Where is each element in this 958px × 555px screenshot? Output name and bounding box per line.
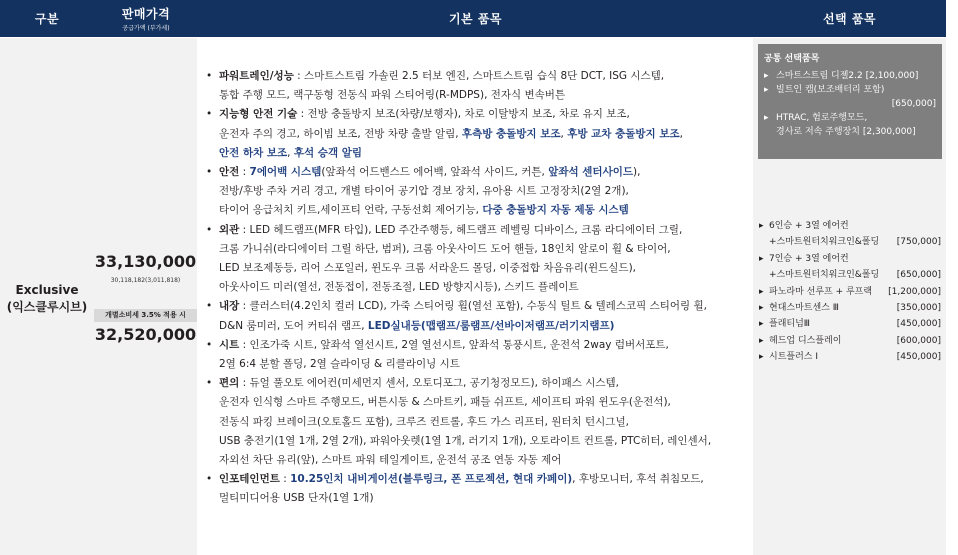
- feature-highlight: 다중 충돌방지 자동 제동 시스템: [482, 204, 629, 217]
- option-price: [450,000]: [896, 352, 941, 363]
- common-option-price: [650,000]: [891, 99, 936, 109]
- option-item: [759, 251, 941, 267]
- header-option: [753, 0, 946, 37]
- feature-text: ,: [560, 127, 568, 140]
- option-item: [759, 316, 941, 332]
- trim-name: [0, 282, 94, 316]
- feature-text: 멀티미디어용 USB 단자(1열 1개): [219, 492, 374, 505]
- tax-label: 개별소비세 3.5% 적용 시: [94, 309, 197, 322]
- arrow-icon: ▸: [759, 253, 764, 264]
- option-name: [759, 349, 897, 365]
- feature-text: : 스마트스트림 가솔린 2.5 터보 엔진, 스마트스트림 습식 8단 DCT, ISG 시스템,: [293, 70, 665, 82]
- feature-text: : 듀얼 풀오토 에어컨(미세먼지 센서, 오토디포그, 공기청정모드), 하이패스 시스템,: [239, 377, 619, 390]
- feature-text: , 후방모니터, 후석 취침모드,: [572, 473, 704, 486]
- price-main: 33,130,000: [94, 252, 197, 271]
- arrow-icon: ▸: [759, 221, 764, 231]
- option-price: [1,200,000]: [888, 286, 941, 297]
- option-name-text: 6인승 + 3열 에어컨: [769, 221, 849, 231]
- common-option-price: [2,300,000]: [862, 127, 916, 137]
- feature-label: 외관: [219, 223, 240, 236]
- header-trim-label: 구분: [34, 12, 60, 26]
- feature-highlight: 앞좌석 센터사이드: [548, 166, 634, 179]
- option-name-text: 시트플러스 Ⅰ: [769, 352, 818, 363]
- table-header: [0, 0, 946, 37]
- header-price-label: 판매가격: [121, 7, 171, 21]
- feature-label: 인포테인먼트: [219, 473, 280, 486]
- feature-text: :: [279, 473, 291, 486]
- feature-item: [204, 374, 749, 470]
- common-option-name: ▸ 빌트인 캠(보조배터리 포함): [764, 83, 936, 97]
- header-option-label: 선택 품목: [822, 12, 877, 26]
- option-price: [450,000]: [896, 319, 941, 330]
- option-price: [750,000]: [896, 237, 941, 248]
- header-price: [94, 0, 198, 37]
- option-item: [759, 333, 941, 349]
- option-item: [759, 349, 941, 365]
- feature-text: : 인조가죽 시트, 앞좌석 열선시트, 2열 열선시트, 앞좌석 통풍시트, 운전석 2way 럼버서포트,: [239, 338, 669, 351]
- feature-text: D&N 룸미러, 도어 커티쉬 램프,: [219, 319, 368, 332]
- common-options-title: 공통 선택품목: [764, 54, 820, 64]
- feature-text: 통합 주행 모드, 랙구동형 전동식 파워 스티어링(R-MDPS), 전자식 변속버튼: [219, 89, 566, 102]
- common-option-price: [2,100,000]: [865, 71, 919, 81]
- feature-text: 2열 6:4 분할 폴딩, 2열 슬라이딩 & 리클라이닝 시트: [219, 358, 460, 371]
- option-name-text: 헤드업 디스플레이: [769, 335, 842, 346]
- arrow-icon: ▸: [759, 303, 764, 314]
- option-name: [759, 333, 897, 349]
- arrow-icon: ▸: [759, 352, 764, 363]
- common-option-name: ▸ 스마트스트림 디젤2.2 [2,100,000]: [764, 69, 936, 83]
- feature-text: : 클러스터(4.2인치 컬러 LCD), 가죽 스티어링 휠(열선 포함), 수동식 틸트 & 텔레스코픽 스티어링 휠,: [239, 300, 707, 313]
- feature-highlight: 후측방 충돌방지 보조: [461, 127, 561, 140]
- feature-item: [204, 297, 749, 335]
- feature-item: [204, 336, 749, 374]
- option-price: [650,000]: [896, 270, 941, 281]
- feature-text: : LED 헤드램프(MFR 타입), LED 주간주행등, 헤드램프 레벨링 디바이스, 크롬 라디에이터 그릴,: [239, 223, 683, 236]
- feature-highlight: 7에어백 시스템: [249, 166, 322, 179]
- feature-label: 편의: [219, 377, 240, 390]
- option-name2: +스마트원터치워크인&폴딩: [769, 270, 880, 281]
- options-list: [759, 218, 941, 366]
- common-options-box: [758, 44, 942, 159]
- feature-highlight: 안전 하차 보조: [219, 146, 288, 159]
- feature-text: 자외선 차단 유리(앞), 스마트 파워 테일게이트, 운전석 공조 연동 자동 제어: [219, 454, 562, 467]
- basic-features-list: [204, 67, 749, 509]
- price-tax: 32,520,000: [94, 325, 197, 344]
- feature-text: 운전자 주의 경고, 하이빔 보조, 전방 차량 출발 알림,: [219, 127, 462, 140]
- feature-text: 전방/후방 주차 거리 경고, 개별 타이어 공기압 경보 장치, 유아용 시트 고정장치(2열 2개),: [219, 185, 629, 198]
- feature-text: ,: [679, 127, 683, 140]
- option-name-text: 파노라마 선루프 + 루프랙: [769, 286, 873, 297]
- arrow-icon: ▸: [759, 335, 764, 346]
- feature-label: 지능형 안전 기술: [219, 108, 298, 121]
- feature-label: 안전: [219, 166, 240, 179]
- arrow-icon: ▸: [759, 286, 764, 297]
- feature-item: [204, 221, 749, 298]
- header-price-sub: 공급가액 (부가세): [122, 25, 170, 32]
- option-item: [759, 284, 941, 300]
- feature-text: 전동식 파킹 브레이크(오토홀드 포함), 크루즈 컨트롤, 후드 가스 리프터, 원터치 턴시그널,: [219, 415, 629, 428]
- option-name: [759, 316, 897, 332]
- header-basic-label: 기본 품목: [448, 12, 503, 26]
- feature-text: 크롬 가니쉬(라디에이터 그릴 하단, 범퍼), 크롬 아웃사이드 도어 핸들, 18인치 알로이 휠 & 타이어,: [219, 242, 671, 255]
- feature-text: USB 충전기(1열 1개, 2열 2개), 파워아웃렛(1열 1개, 러기지 1개), 오토라이트 컨트롤, PTC히터, 레인센서,: [219, 434, 712, 447]
- option-item-cont: [759, 267, 941, 283]
- option-item-cont: [759, 234, 941, 250]
- feature-label: 내장: [219, 300, 240, 313]
- feature-text: (앞좌석 어드밴스드 에어백, 앞좌석 사이드, 커튼,: [321, 166, 549, 179]
- price-sub: 30,118,182(3,011,818): [110, 277, 181, 284]
- feature-text: ),: [633, 166, 641, 179]
- feature-text: : 전방 충돌방지 보조(차량/보행자), 차로 이탈방지 보조, 차로 유지 보조,: [297, 108, 630, 121]
- arrow-icon: ▸: [759, 319, 764, 330]
- feature-text: 운전자 인식형 스마트 주행모드, 버튼시동 & 스마트키, 패들 쉬프트, 세이프티 파워 윈도우(운전석),: [219, 396, 671, 409]
- header-basic: [198, 0, 753, 37]
- option-name-text: 플래티넘Ⅲ: [769, 319, 810, 330]
- feature-label: 시트: [219, 338, 240, 351]
- option-name: [759, 251, 941, 267]
- option-name: [759, 284, 888, 300]
- feature-highlight: LED실내등(맵램프/룸램프/선바이저램프/러기지램프): [367, 319, 615, 332]
- feature-item: [204, 105, 749, 163]
- option-price: [350,000]: [896, 303, 941, 314]
- common-option-name2: 경사로 저속 주행장치: [776, 127, 863, 137]
- feature-text: 타이어 응급처치 키트,세이프티 언락, 구동선회 제어기능,: [219, 204, 483, 217]
- trim-name-kr: (익스클루시브): [6, 300, 88, 314]
- header-trim: [0, 0, 94, 37]
- price-column: [94, 38, 197, 555]
- feature-text: LED 보조제동등, 리어 스포일러, 윈도우 크롬 서라운드 몰딩, 이중접합 차음유리(윈드실드),: [219, 262, 637, 275]
- common-option-name-cont: [764, 125, 936, 139]
- feature-highlight: 후방 교차 충돌방지 보조: [567, 127, 680, 140]
- common-option-item: [764, 69, 936, 83]
- common-option-name: ▸ HTRAC, 험로주행모드,: [764, 111, 936, 125]
- feature-highlight: 후석 승객 알림: [293, 146, 363, 159]
- option-name: [759, 300, 897, 316]
- common-option-item: [764, 83, 936, 111]
- option-item: [759, 218, 941, 234]
- option-name: [759, 218, 941, 234]
- option-item: [759, 300, 941, 316]
- feature-item: [204, 67, 749, 105]
- feature-item: [204, 163, 749, 221]
- feature-text: :: [239, 166, 250, 179]
- feature-text: ,: [287, 146, 294, 159]
- feature-highlight: 10.25인치 내비게이션(블루링크, 폰 프로젝션, 현대 카페이): [290, 473, 573, 486]
- option-name-text: 7인승 + 3열 에어컨: [769, 253, 849, 264]
- feature-item: [204, 470, 749, 508]
- feature-label: 파워트레인/성능: [219, 70, 294, 82]
- option-price: [600,000]: [896, 335, 941, 346]
- common-option-item: [764, 111, 936, 139]
- option-name2: +스마트원터치워크인&폴딩: [769, 237, 880, 248]
- trim-name-en: Exclusive: [15, 283, 79, 297]
- option-name-text: 현대스마트센스 Ⅲ: [769, 303, 839, 314]
- feature-text: 아웃사이드 미러(열선, 전동접이, 전동조절, LED 방향지시등), 스키드 플레이트: [219, 281, 579, 294]
